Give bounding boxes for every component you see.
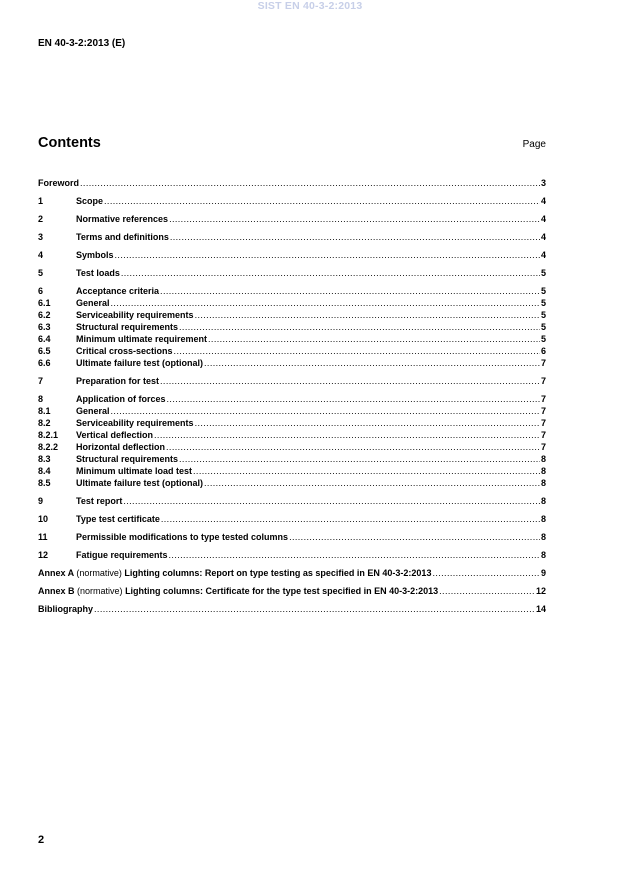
toc-number: 1 xyxy=(38,196,44,206)
toc-page: 5 xyxy=(540,286,546,296)
watermark: SIST EN 40-3-2:2013 xyxy=(257,0,363,12)
toc-number: 6 xyxy=(38,286,44,296)
toc-number: 6.6 xyxy=(38,358,51,368)
toc-number: 11 xyxy=(38,532,48,542)
contents-title: Contents xyxy=(38,135,101,151)
toc-entry-6-5[interactable] xyxy=(38,345,546,357)
toc-entry-6-6[interactable] xyxy=(38,357,546,369)
toc-leader-dots xyxy=(432,567,540,579)
toc-number: 2 xyxy=(38,214,44,224)
toc-page: 7 xyxy=(540,394,546,404)
toc-number: 9 xyxy=(38,496,44,506)
toc-leader-dots xyxy=(123,495,540,507)
toc-number: 6.3 xyxy=(38,322,51,332)
toc-entry-preparation-for-test[interactable] xyxy=(38,375,546,387)
toc-page: 8 xyxy=(540,454,546,464)
footer-page-number: 2 xyxy=(38,834,45,846)
toc-leader-dots xyxy=(204,477,540,489)
toc-page: 7 xyxy=(540,406,546,416)
toc-entry-8-2[interactable] xyxy=(38,417,546,429)
toc-entry-type-test-certificate[interactable] xyxy=(38,513,546,525)
toc-leader-dots xyxy=(169,549,540,561)
toc-number: 5 xyxy=(38,268,44,278)
toc-number: 8 xyxy=(38,394,44,404)
toc-entry-test-report[interactable] xyxy=(38,495,546,507)
toc-title: Permissible modifications to type tested columns xyxy=(76,532,289,542)
toc-number: 12 xyxy=(38,550,49,560)
toc-number: 8.5 xyxy=(38,478,51,488)
toc-page: 7 xyxy=(540,430,546,440)
toc-number: 8.3 xyxy=(38,454,51,464)
toc-title: Vertical deflection xyxy=(76,430,154,440)
toc-page: 5 xyxy=(540,334,546,344)
annex-label: Annex B xyxy=(38,586,75,596)
toc-title: Foreword xyxy=(38,178,80,188)
toc-number: 6.1 xyxy=(38,298,51,308)
toc-entry-acceptance-criteria[interactable] xyxy=(38,285,546,297)
toc-title: Serviceability requirements xyxy=(76,310,194,320)
toc-leader-dots xyxy=(115,249,540,261)
toc-entry-application-of-forces[interactable] xyxy=(38,393,546,405)
toc-entry-symbols[interactable] xyxy=(38,249,546,261)
annex-qualifier: (normative) xyxy=(77,586,123,596)
toc-entry-8-4[interactable] xyxy=(38,465,546,477)
toc-leader-dots xyxy=(154,429,540,441)
toc-title xyxy=(38,567,431,579)
toc-page: 8 xyxy=(540,496,546,506)
toc-entry-8-5[interactable] xyxy=(38,477,546,489)
toc-leader-dots xyxy=(169,213,540,225)
toc-page: 4 xyxy=(540,250,546,260)
toc-page: 8 xyxy=(540,514,546,524)
toc-title: Horizontal deflection xyxy=(76,442,166,452)
toc-title: Ultimate failure test (optional) xyxy=(76,478,204,488)
toc-title: Normative references xyxy=(76,214,169,224)
toc-title: Terms and definitions xyxy=(76,232,169,242)
toc-title: Type test certificate xyxy=(76,514,160,524)
toc-entry-foreword[interactable] xyxy=(38,177,546,189)
toc-title: Serviceability requirements xyxy=(76,418,194,428)
toc-title: Ultimate failure test (optional) xyxy=(76,358,204,368)
document-id: EN 40-3-2:2013 (E) xyxy=(38,38,126,49)
toc-page: 4 xyxy=(540,232,546,242)
toc-leader-dots xyxy=(161,513,540,525)
toc-title: Test report xyxy=(76,496,123,506)
toc-page: 7 xyxy=(540,376,546,386)
toc-number: 6.4 xyxy=(38,334,51,344)
annex-title: Lighting columns: Certificate for the type test specified in EN 40-3-2:2013 xyxy=(125,586,439,596)
toc-title: Scope xyxy=(76,196,104,206)
toc-number: 8.2.1 xyxy=(38,430,59,440)
toc-entry-scope[interactable] xyxy=(38,195,546,207)
toc-page: 7 xyxy=(540,358,546,368)
toc-number: 10 xyxy=(38,514,49,524)
toc-page: 5 xyxy=(540,310,546,320)
toc-title: Structural requirements xyxy=(76,322,179,332)
toc-page: 5 xyxy=(540,322,546,332)
toc-title: General xyxy=(76,298,110,308)
toc-page: 6 xyxy=(540,346,546,356)
annex-qualifier: (normative) xyxy=(76,568,122,578)
toc-leader-dots xyxy=(439,585,535,597)
toc-entry-annex-a[interactable] xyxy=(38,567,546,579)
toc-title: Minimum ultimate load test xyxy=(76,466,193,476)
toc-leader-dots xyxy=(195,417,540,429)
toc-leader-dots xyxy=(289,531,540,543)
toc-title: Symbols xyxy=(76,250,114,260)
annex-title: Lighting columns: Report on type testing as specified in EN 40-3-2:2013 xyxy=(124,568,432,578)
toc-leader-dots xyxy=(193,465,540,477)
toc-page: 4 xyxy=(540,214,546,224)
toc-leader-dots xyxy=(170,231,540,243)
toc-page: 8 xyxy=(540,550,546,560)
toc-page: 7 xyxy=(540,442,546,452)
toc-leader-dots xyxy=(104,195,540,207)
annex-label: Annex A xyxy=(38,568,74,578)
toc-title: Acceptance criteria xyxy=(76,286,160,296)
toc-entry-bibliography[interactable] xyxy=(38,603,546,615)
toc-title: Structural requirements xyxy=(76,454,179,464)
toc-leader-dots xyxy=(174,345,540,357)
toc-leader-dots xyxy=(179,321,540,333)
toc-entry-permissible-modifications[interactable] xyxy=(38,531,546,543)
toc-page: 8 xyxy=(540,466,546,476)
toc-entry-8-1[interactable] xyxy=(38,405,546,417)
toc-entry-6-1[interactable] xyxy=(38,297,546,309)
toc-number: 8.2.2 xyxy=(38,442,59,452)
toc-leader-dots xyxy=(160,285,540,297)
toc-number: 8.4 xyxy=(38,466,51,476)
toc-entry-test-loads[interactable] xyxy=(38,267,546,279)
toc-leader-dots xyxy=(111,405,540,417)
toc-entry-normative-references[interactable] xyxy=(38,213,546,225)
toc-page: 12 xyxy=(535,586,546,596)
toc-title: Fatigue requirements xyxy=(76,550,168,560)
toc-entry-8-2-2[interactable] xyxy=(38,441,546,453)
toc-leader-dots xyxy=(94,603,535,615)
toc-leader-dots xyxy=(121,267,540,279)
toc-page: 3 xyxy=(540,178,546,188)
toc-number: 8.1 xyxy=(38,406,51,416)
toc-leader-dots xyxy=(80,177,540,189)
toc-title: Test loads xyxy=(76,268,120,278)
toc-title: Critical cross-sections xyxy=(76,346,173,356)
toc-entry-terms-and-definitions[interactable] xyxy=(38,231,546,243)
toc-entry-6-4[interactable] xyxy=(38,333,546,345)
table-of-contents xyxy=(38,177,546,615)
toc-leader-dots xyxy=(204,357,540,369)
toc-number: 6.5 xyxy=(38,346,51,356)
toc-entry-annex-b[interactable] xyxy=(38,585,546,597)
toc-leader-dots xyxy=(111,297,540,309)
toc-title: Minimum ultimate requirement xyxy=(76,334,208,344)
toc-title: Preparation for test xyxy=(76,376,160,386)
toc-title: Bibliography xyxy=(38,604,94,614)
toc-leader-dots xyxy=(167,393,540,405)
toc-leader-dots xyxy=(195,309,540,321)
toc-page: 14 xyxy=(535,604,546,614)
toc-title: General xyxy=(76,406,110,416)
toc-entry-fatigue-requirements[interactable] xyxy=(38,549,546,561)
toc-page: 4 xyxy=(540,196,546,206)
toc-leader-dots xyxy=(160,375,540,387)
toc-number: 8.2 xyxy=(38,418,51,428)
toc-number: 4 xyxy=(38,250,44,260)
toc-page: 7 xyxy=(540,418,546,428)
toc-page: 8 xyxy=(540,478,546,488)
toc-entry-8-3[interactable] xyxy=(38,453,546,465)
toc-number: 7 xyxy=(38,376,44,386)
toc-entry-6-2[interactable] xyxy=(38,309,546,321)
toc-entry-8-2-1[interactable] xyxy=(38,429,546,441)
toc-page: 8 xyxy=(540,532,546,542)
toc-page: 5 xyxy=(540,268,546,278)
toc-number: 6.2 xyxy=(38,310,51,320)
toc-page: 5 xyxy=(540,298,546,308)
toc-number: 3 xyxy=(38,232,44,242)
toc-entry-6-3[interactable] xyxy=(38,321,546,333)
toc-title xyxy=(38,585,438,597)
page-column-label: Page xyxy=(522,139,546,150)
toc-page: 9 xyxy=(540,568,546,578)
toc-leader-dots xyxy=(166,441,540,453)
toc-leader-dots xyxy=(179,453,540,465)
toc-title: Application of forces xyxy=(76,394,166,404)
toc-leader-dots xyxy=(208,333,540,345)
